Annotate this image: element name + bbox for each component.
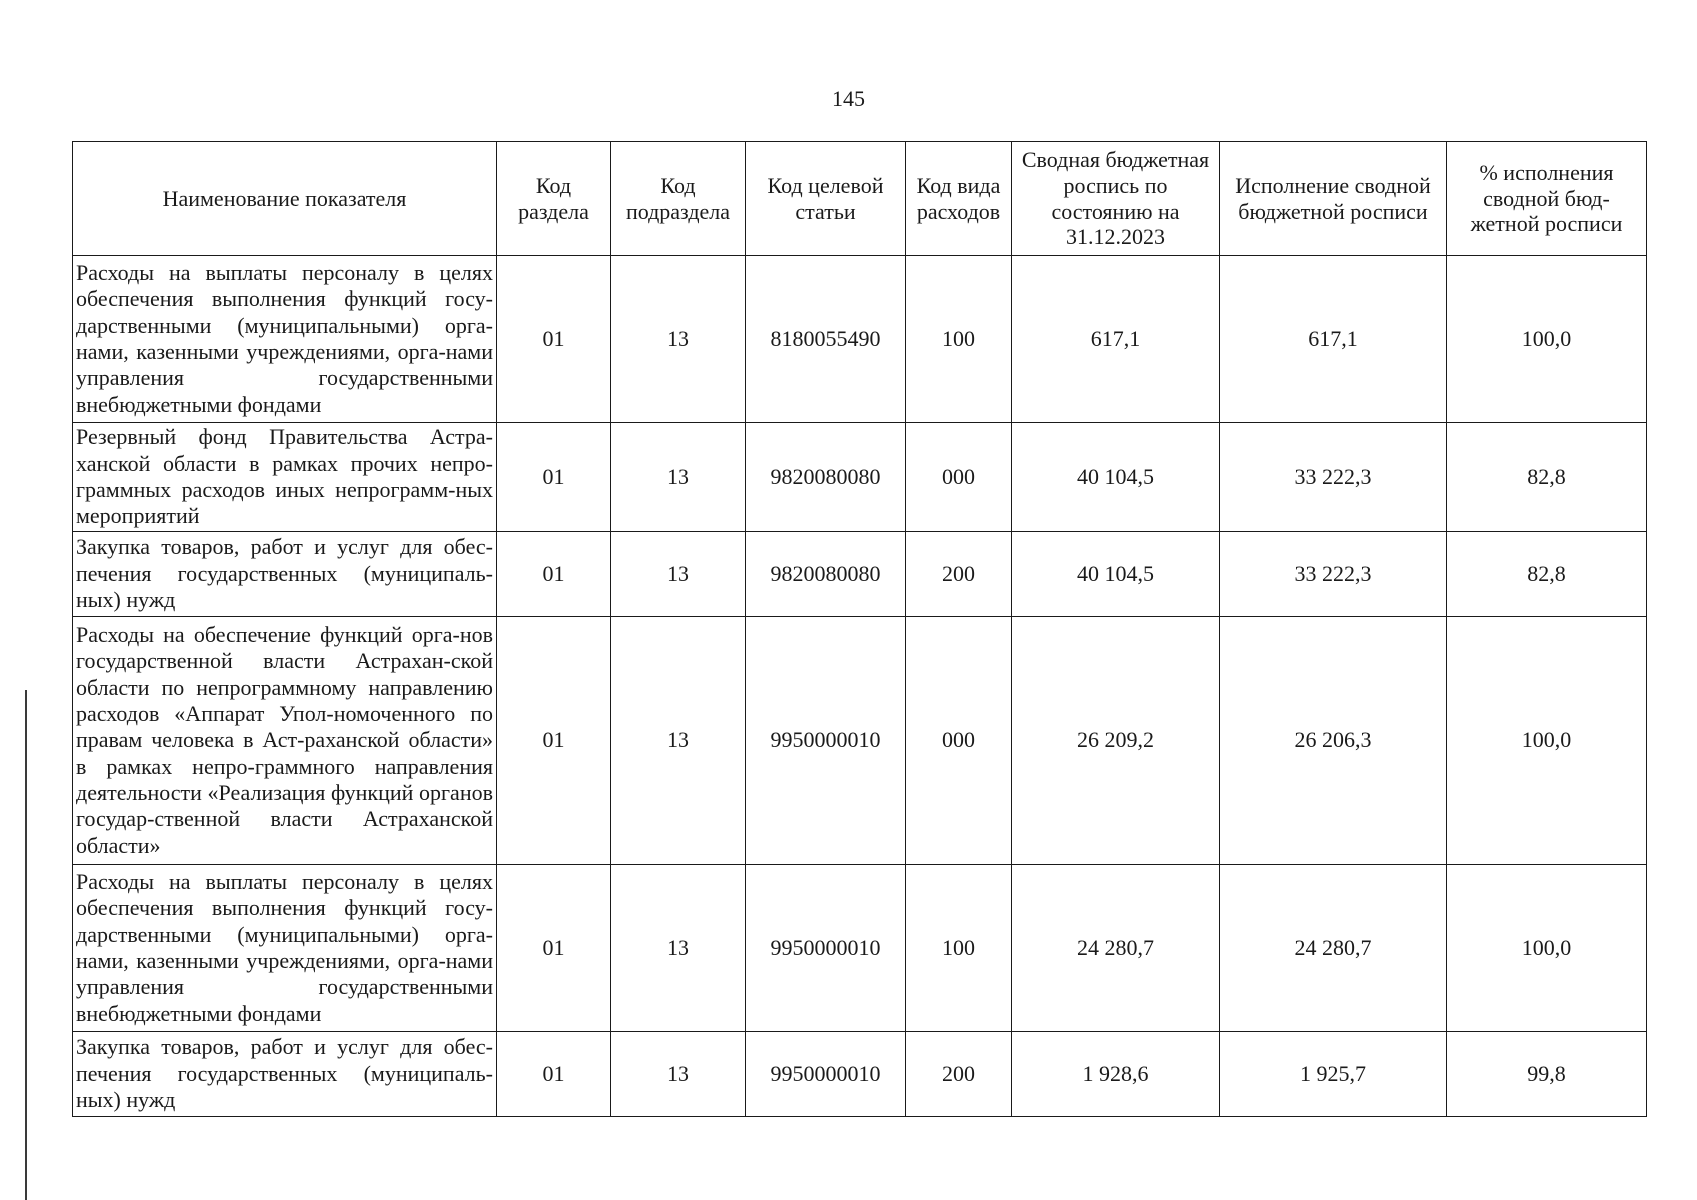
row-expense-type: 100	[906, 865, 1012, 1032]
row-target: 9950000010	[746, 1032, 906, 1117]
header-expense-type: Код вида расходов	[906, 142, 1012, 256]
row-target: 9820080080	[746, 423, 906, 532]
row-section: 01	[497, 865, 611, 1032]
header-budget-plan: Сводная бюджетная роспись по состоянию на 31.12.2023	[1012, 142, 1220, 256]
row-expense-type: 200	[906, 1032, 1012, 1117]
table-row	[73, 256, 1647, 423]
row-percent: 82,8	[1447, 423, 1647, 532]
row-percent: 100,0	[1447, 617, 1647, 865]
header-section: Код раздела	[497, 142, 611, 256]
row-name: Расходы на выплаты персоналу в целях обеспечения выполнения функций госу-дарственными (муниципальными) орга-нами, казенными учреждениями, орга-нами управления государственными внебюджетными фондами	[73, 256, 497, 423]
row-target: 9950000010	[746, 617, 906, 865]
row-name: Расходы на выплаты персоналу в целях обеспечения выполнения функций госу-дарственными (муниципальными) орга-нами, казенными учреждениями, орга-нами управления государственными внебюджетными фондами	[73, 865, 497, 1032]
row-subsection: 13	[611, 617, 746, 865]
row-target: 9950000010	[746, 865, 906, 1032]
row-section: 01	[497, 1032, 611, 1117]
row-percent: 100,0	[1447, 865, 1647, 1032]
row-percent: 99,8	[1447, 1032, 1647, 1117]
row-execution: 617,1	[1220, 256, 1447, 423]
row-execution: 24 280,7	[1220, 865, 1447, 1032]
row-execution: 1 925,7	[1220, 1032, 1447, 1117]
table-row	[73, 1032, 1647, 1117]
row-section: 01	[497, 532, 611, 617]
page-number: 145	[832, 86, 865, 111]
row-expense-type: 000	[906, 617, 1012, 865]
table-row	[73, 532, 1647, 617]
row-budget-plan: 617,1	[1012, 256, 1220, 423]
budget-table	[72, 141, 1647, 1117]
header-row	[73, 142, 1647, 256]
row-name: Резервный фонд Правительства Астра-ханской области в рамках прочих непро-граммных расходов иных непрограмм-ных мероприятий	[73, 423, 497, 532]
row-subsection: 13	[611, 865, 746, 1032]
margin-line	[25, 690, 27, 1200]
table-row	[73, 617, 1647, 865]
row-execution: 33 222,3	[1220, 423, 1447, 532]
row-section: 01	[497, 423, 611, 532]
header-subsection: Код подраздела	[611, 142, 746, 256]
table-row	[73, 865, 1647, 1032]
row-subsection: 13	[611, 1032, 746, 1117]
row-target: 9820080080	[746, 532, 906, 617]
row-budget-plan: 24 280,7	[1012, 865, 1220, 1032]
table-row	[73, 423, 1647, 532]
row-execution: 33 222,3	[1220, 532, 1447, 617]
row-name: Закупка товаров, работ и услуг для обес-печения государственных (муниципаль-ных) нужд	[73, 1032, 497, 1117]
header-percent: % исполнения сводной бюд-жетной росписи	[1447, 142, 1647, 256]
row-target: 8180055490	[746, 256, 906, 423]
row-budget-plan: 26 209,2	[1012, 617, 1220, 865]
row-subsection: 13	[611, 532, 746, 617]
row-section: 01	[497, 617, 611, 865]
header-target: Код целевой статьи	[746, 142, 906, 256]
row-budget-plan: 40 104,5	[1012, 532, 1220, 617]
row-name: Закупка товаров, работ и услуг для обес-печения государственных (муниципаль-ных) нужд	[73, 532, 497, 617]
row-section: 01	[497, 256, 611, 423]
row-percent: 82,8	[1447, 532, 1647, 617]
row-expense-type: 000	[906, 423, 1012, 532]
row-subsection: 13	[611, 256, 746, 423]
row-name: Расходы на обеспечение функций орга-нов государственной власти Астрахан-ской области по непрограммному направлению расходов «Аппарат Упол-номоченного по правам человека в Аст-раханской области» в рамках непро-граммного направления деятельности «Реализация функций органов государ-ственной власти Астраханской области»	[73, 617, 497, 865]
row-subsection: 13	[611, 423, 746, 532]
row-budget-plan: 40 104,5	[1012, 423, 1220, 532]
row-expense-type: 200	[906, 532, 1012, 617]
row-execution: 26 206,3	[1220, 617, 1447, 865]
row-budget-plan: 1 928,6	[1012, 1032, 1220, 1117]
header-execution: Исполнение сводной бюджетной росписи	[1220, 142, 1447, 256]
row-percent: 100,0	[1447, 256, 1647, 423]
row-expense-type: 100	[906, 256, 1012, 423]
header-name: Наименование показателя	[73, 142, 497, 256]
